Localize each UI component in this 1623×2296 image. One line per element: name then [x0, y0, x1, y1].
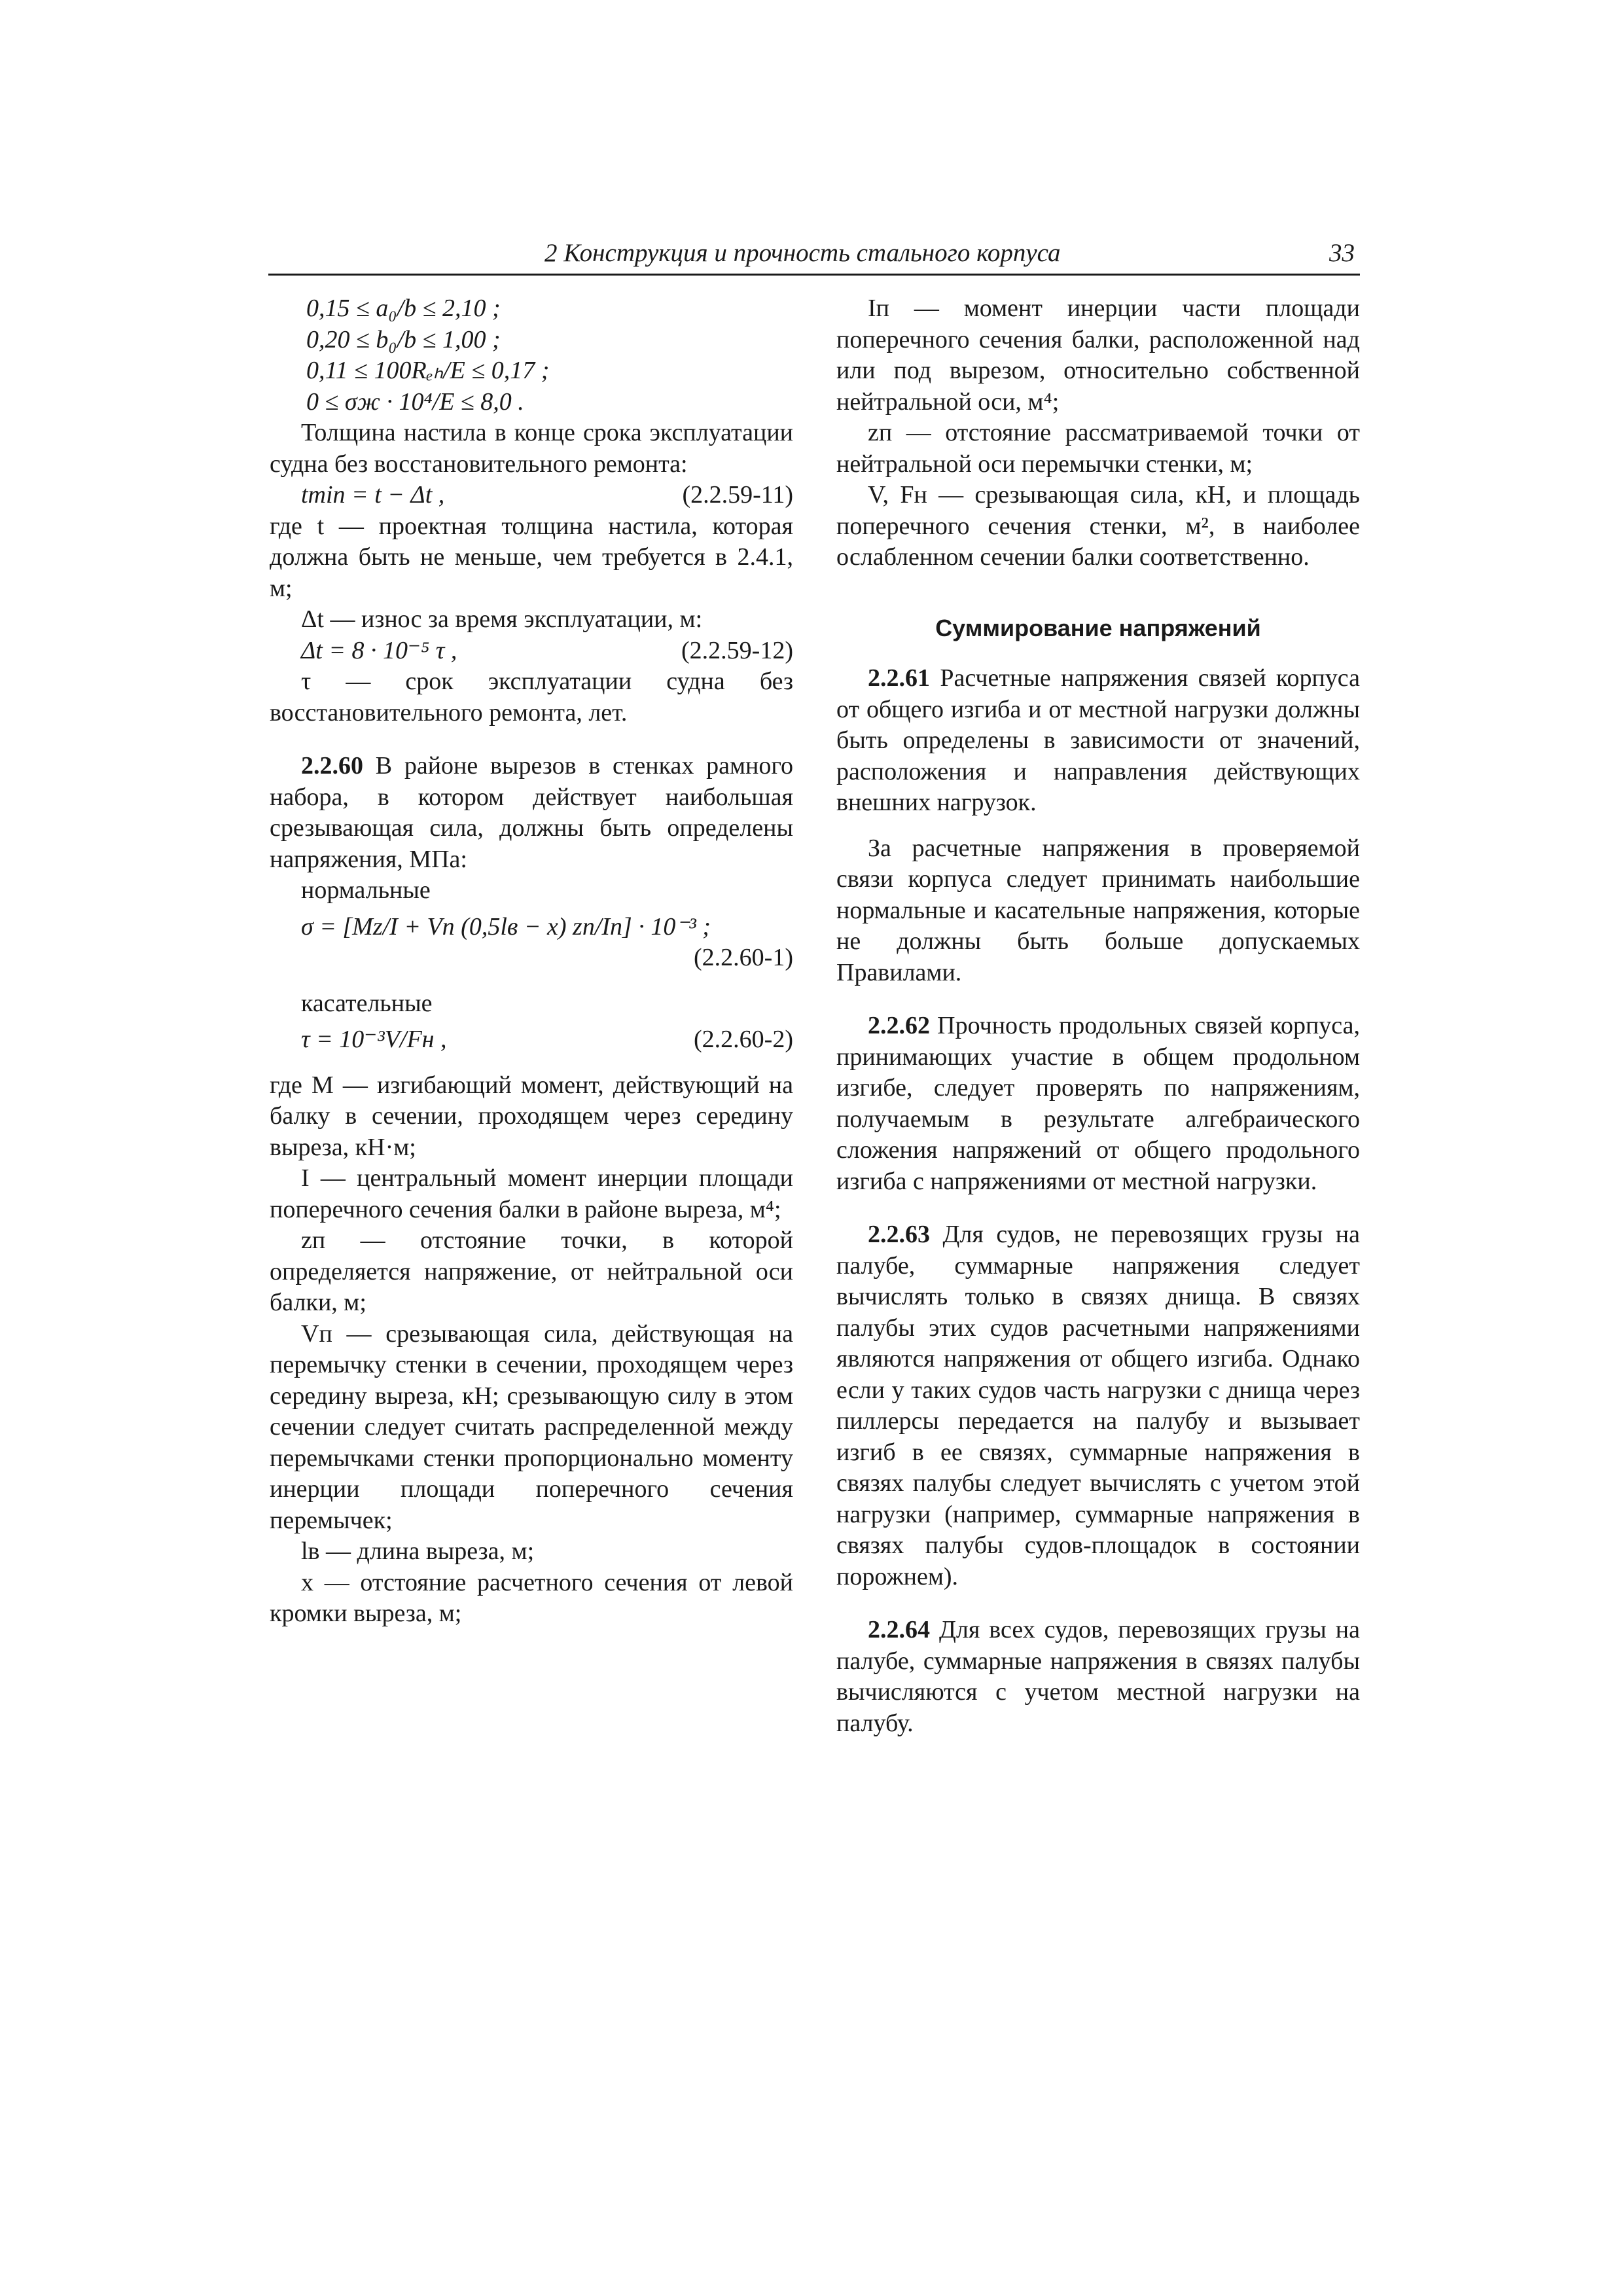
paragraph-where-M: где M — изгибающий момент, действующий на балку в сечении, проходящем через середину выреза, кН·м; — [270, 1071, 793, 1161]
inequality-2: 0,20 ≤ b₀/b ≤ 1,00 ; — [306, 325, 501, 353]
label-shear-stresses: касательные — [301, 989, 433, 1017]
section-heading: Суммирование напряжений — [935, 614, 1261, 641]
paragraph-I: I — центральный момент инерции площади поперечного сечения балки в районе выреза, м⁴; — [270, 1164, 793, 1223]
equation-tau-formula: τ = 10⁻³V/Fн , — [301, 1026, 447, 1053]
paragraph-2-2-60 — [270, 751, 793, 875]
equation-tau-number: (2.2.60-2) — [694, 1026, 793, 1053]
paragraph-V-F: V, Fн — срезывающая сила, кН, и площадь поперечного сечения стенки, м², в наиболее ослабленном сечении балки соответственно. — [836, 481, 1360, 571]
inequality-1: 0,15 ≤ a₀/b ≤ 2,10 ; — [306, 295, 501, 322]
paragraph-Ip: Iп — момент инерции части площади поперечного сечения балки, расположенной над или под вырезом, относительно собственной нейтральной оси, м⁴; — [836, 295, 1360, 416]
left-column — [270, 293, 793, 1630]
running-header-title: 2 Конструкция и прочность стального корпуса — [544, 239, 1061, 267]
paragraph-tau: τ — срок эксплуатации судна без восстановительного ремонта, лет. — [270, 668, 793, 726]
clause-number-2-2-61: 2.2.61 — [868, 664, 930, 692]
inequality-3: 0,11 ≤ 100Rₑₕ/E ≤ 0,17 ; — [306, 357, 550, 384]
clause-number-2-2-64: 2.2.64 — [868, 1616, 930, 1643]
equation-delta-t — [270, 636, 793, 667]
right-column — [836, 293, 1360, 1739]
paragraph-zp-2: zп — отстояние рассматриваемой точки от нейтральной оси перемычки стенки, м; — [836, 419, 1360, 478]
equation-tmin — [270, 480, 793, 511]
equation-tmin-formula: tmin = t − Δt , — [301, 481, 445, 509]
paragraph-2-2-62 — [836, 1011, 1360, 1197]
clause-text-2-2-63: Для судов, не перевозящих грузы на палубе, суммарные напряжения следует вычислять только в связях днища. В связях палубы этих судов расчетными напряжениями являются напряжения от общего изгиба. Однако если у таких судов часть нагрузки с днища через пиллерсы передается на палубу и вызывает изгиб в ее связях, суммарные напряжения в связях палубы следует вычислять с учетом этой нагрузки (например, суммарные напряжения в связях палубы судов-площадок в состоянии порожнем). — [836, 1221, 1361, 1590]
paragraph-x: x — отстояние расчетного сечения от левой кромки выреза, м; — [270, 1568, 793, 1627]
page-number: 33 — [1329, 239, 1355, 267]
paragraph-Vp: Vп — срезывающая сила, действующая на перемычку стенки в сечении, проходящем через середину выреза, кН; срезывающую силу в этом сечении следует считать распределенной между перемычками стенки пропорционально моменту инерции площади поперечного сечения перемычек; — [270, 1319, 793, 1534]
paragraph-2-2-64 — [836, 1615, 1360, 1739]
equation-tmin-number: (2.2.59-11) — [682, 481, 793, 509]
equation-tau — [270, 1024, 793, 1056]
paragraph-2-2-61-continued: За расчетные напряжения в проверяемой связи корпуса следует принимать наибольшие нормальные и касательные напряжения, которые не должны быть больше допускаемых Правилами. — [836, 834, 1360, 986]
paragraph-zp: zп — отстояние точки, в которой определяется напряжение, от нейтральной оси балки, м; — [270, 1227, 793, 1316]
running-header — [268, 237, 1360, 276]
clause-text-2-2-64: Для всех судов, перевозящих грузы на палубе, суммарные напряжения в связях палубы вычисляются с учетом местной нагрузки на палубу. — [836, 1616, 1360, 1737]
clause-text-2-2-60: В районе вырезов в стенках рамного набора, в котором действует наибольшая срезывающая сила, должны быть определены напряжения, МПа: — [270, 752, 794, 873]
paragraph-2-2-63 — [836, 1219, 1360, 1592]
equation-delta-t-formula: Δt = 8 · 10⁻⁵ τ , — [301, 636, 457, 664]
paragraph-lv: lв — длина выреза, м; — [301, 1537, 535, 1565]
clause-text-2-2-61: Расчетные напряжения связей корпуса от общего изгиба и от местной нагрузки должны быть определены в зависимости от значений, расположения и направления действующих внешних нагрузок. — [836, 664, 1360, 816]
label-normal-stresses: нормальные — [301, 876, 431, 904]
clause-number-2-2-63: 2.2.63 — [868, 1221, 930, 1248]
inequality-4: 0 ≤ σж · 10⁴/E ≤ 8,0 . — [306, 387, 524, 416]
equation-sigma: σ = [Mz/I + Vп (0,5lв − x) zп/Iп] · 10⁻³ ; — [301, 912, 711, 941]
clause-number-2-2-62: 2.2.62 — [868, 1012, 930, 1039]
equation-sigma-number: (2.2.60-1) — [694, 944, 793, 971]
equation-delta-t-number: (2.2.59-12) — [681, 636, 793, 664]
paragraph-delta-t: Δt — износ за время эксплуатации, м: — [301, 605, 703, 633]
paragraph-2-2-61 — [836, 663, 1360, 819]
paragraph-thickness: Толщина настила в конце срока эксплуатации судна без восстановительного ремонта: — [270, 419, 793, 478]
clause-number-2-2-60: 2.2.60 — [301, 752, 363, 780]
paragraph-where-t: где t — проектная толщина настила, которая должна быть не меньше, чем требуется в 2.4.1, м; — [270, 512, 793, 602]
clause-text-2-2-62: Прочность продольных связей корпуса, принимающих участие в общем продольном изгибе, следует проверять по напряжениям, получаемым в результате алгебраического сложения напряжений от общего продольного изгиба с напряжениями от местной нагрузки. — [836, 1012, 1361, 1195]
